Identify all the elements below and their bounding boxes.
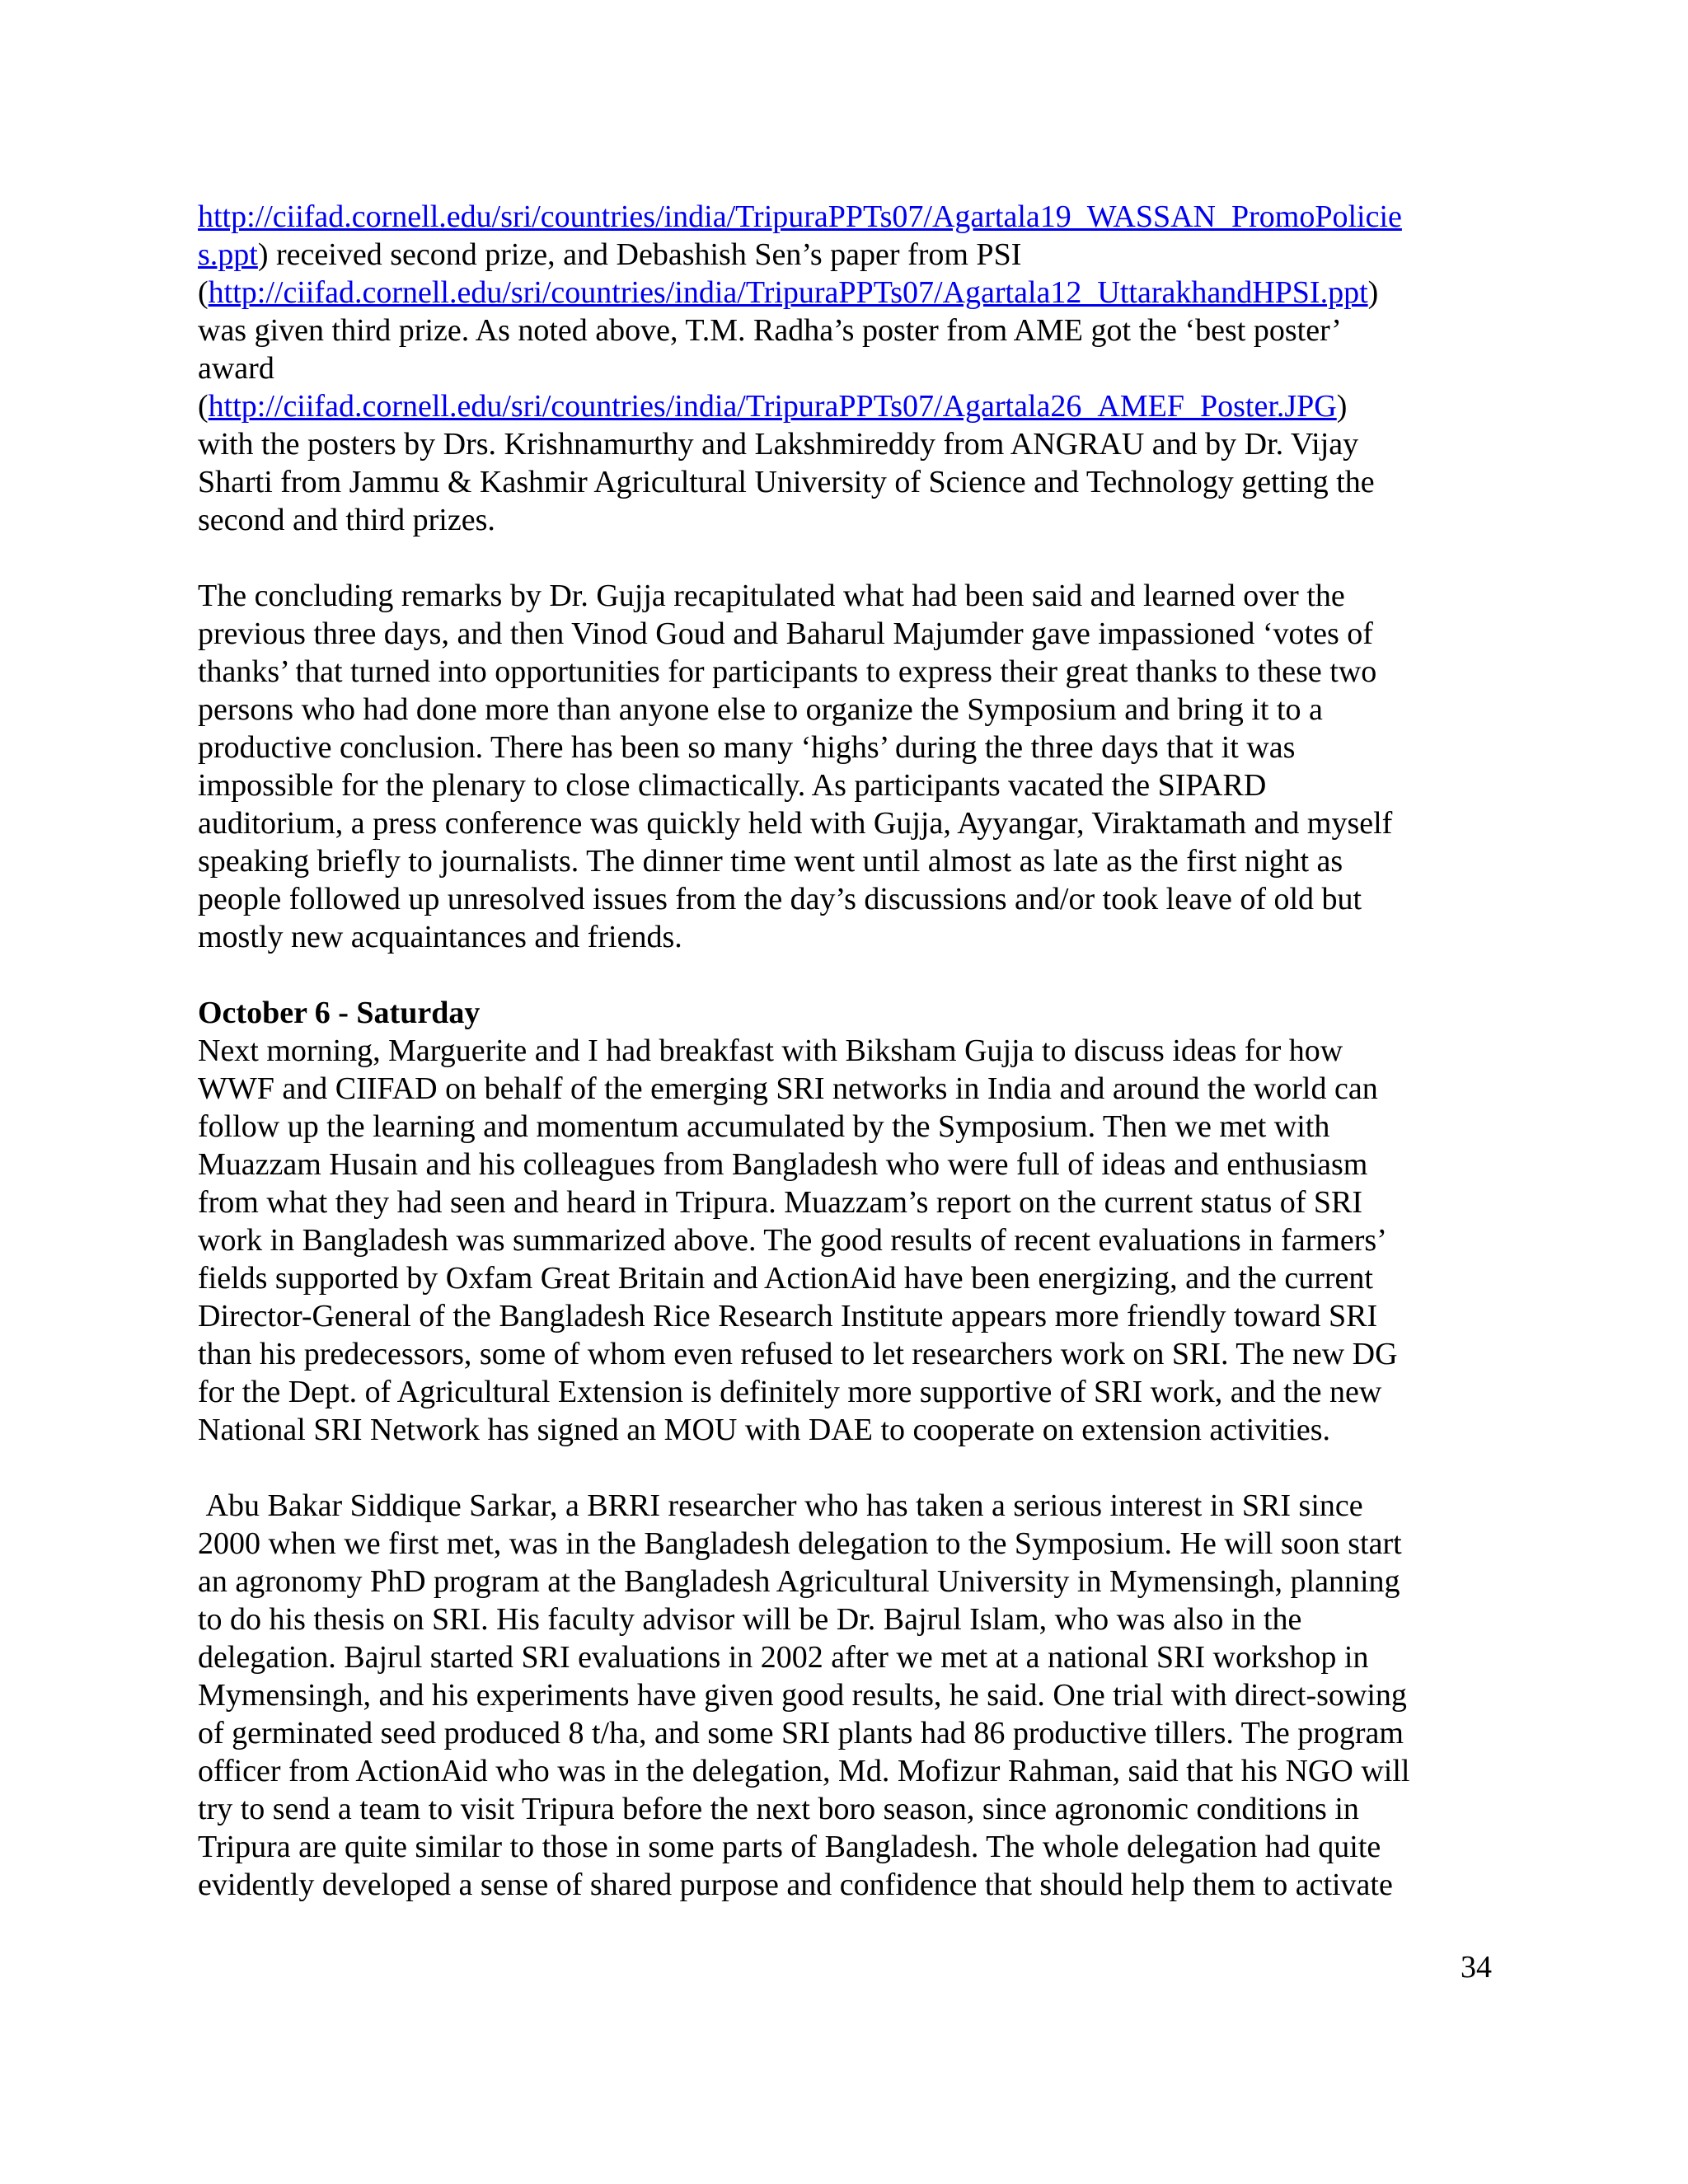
text-line: evidently developed a sense of shared purpose and confidence that should help them to activate (198, 1868, 1393, 1902)
page-body (198, 198, 1492, 1904)
text-line: than his predecessors, some of whom even refused to let researchers work on SRI. The new DG (198, 1337, 1398, 1371)
link-text[interactable]: http://ciifad.cornell.edu/sri/countries/india/TripuraPPTs07/Agartala19_WASSAN_PromoPolicie (198, 199, 1402, 234)
paragraph-concluding-remarks (198, 577, 1492, 956)
text-line: Muazzam Husain and his colleagues from Bangladesh who were full of ideas and enthusiasm (198, 1147, 1368, 1182)
text-segment: ( (198, 389, 209, 424)
text-line: officer from ActionAid who was in the delegation, Md. Mofizur Rahman, said that his NGO will (198, 1754, 1410, 1788)
text-line: impossible for the plenary to close climactically. As participants vacated the SIPARD (198, 768, 1267, 803)
link-uttarakhand-hpsi[interactable]: http://ciifad.cornell.edu/sri/countries/india/TripuraPPTs07/Agartala12_UttarakhandHPSI.ppt (208, 275, 1368, 310)
page-number: 34 (1461, 1950, 1492, 1985)
text-line: from what they had seen and heard in Tripura. Muazzam’s report on the current status of SRI (198, 1185, 1363, 1220)
text-line: of germinated seed produced 8 t/ha, and some SRI plants had 86 productive tillers. The program (198, 1716, 1404, 1750)
text-line: 2000 when we first met, was in the Bangladesh delegation to the Symposium. He will soon start (198, 1526, 1402, 1561)
paragraph-prizes (198, 198, 1492, 539)
text-segment: second and third prizes. (198, 503, 495, 537)
paragraph-breakfast-meeting (198, 1032, 1492, 1449)
text-line: previous three days, and then Vinod Goud and Baharul Majumder gave impassioned ‘votes of (198, 616, 1373, 651)
text-line: persons who had done more than anyone else to organize the Symposium and bring it to a (198, 692, 1323, 727)
text-segment: with the posters by Drs. Krishnamurthy and Lakshmireddy from ANGRAU and by Dr. Vijay (198, 427, 1359, 462)
text-line: follow up the learning and momentum accumulated by the Symposium. Then we met with (198, 1109, 1330, 1144)
text-line: auditorium, a press conference was quickly held with Gujja, Ayyangar, Viraktamath and myself (198, 806, 1393, 841)
text-line: people followed up unresolved issues from the day’s discussions and/or took leave of old but (198, 882, 1362, 916)
text-line: Mymensingh, and his experiments have given good results, he said. One trial with direct-sowing (198, 1678, 1407, 1713)
text-line: National SRI Network has signed an MOU with DAE to cooperate on extension activities. (198, 1413, 1331, 1447)
text-line: try to send a team to visit Tripura before the next boro season, since agronomic conditions in (198, 1792, 1359, 1826)
text-line: an agronomy PhD program at the Bangladesh Agricultural University in Mymensingh, planning (198, 1564, 1400, 1599)
paragraph-bangladesh-delegation (198, 1487, 1492, 1904)
text-line: for the Dept. of Agricultural Extension is definitely more supportive of SRI work, and the new (198, 1375, 1382, 1409)
text-segment: award (198, 351, 274, 386)
text-line: speaking briefly to journalists. The dinner time went until almost as late as the first night as (198, 844, 1343, 879)
text-line: WWF and CIIFAD on behalf of the emerging SRI networks in India and around the world can (198, 1071, 1378, 1106)
text-line: to do his thesis on SRI. His faculty advisor will be Dr. Bajrul Islam, who was also in the (198, 1602, 1302, 1637)
text-line: mostly new acquaintances and friends. (198, 920, 682, 954)
text-segment: ) received second prize, and Debashish Sen’s paper from PSI (257, 237, 1022, 272)
text-segment: ) (1336, 389, 1348, 424)
text-segment: ( (198, 275, 209, 310)
text-line: Tripura are quite similar to those in some parts of Bangladesh. The whole delegation had quite (198, 1830, 1381, 1864)
text-line: fields supported by Oxfam Great Britain and ActionAid have been energizing, and the current (198, 1261, 1373, 1296)
text-segment: Sharti from Jammu & Kashmir Agricultural University of Science and Technology getting the (198, 465, 1375, 499)
text-line: Director-General of the Bangladesh Rice Research Institute appears more friendly toward SRI (198, 1299, 1378, 1333)
text-line: thanks’ that turned into opportunities for participants to express their great thanks to these two (198, 654, 1377, 689)
section-heading: October 6 - Saturday (198, 996, 481, 1030)
text-line: delegation. Bajrul started SRI evaluations in 2002 after we met at a national SRI workshop in (198, 1640, 1369, 1675)
link-amef-poster[interactable]: http://ciifad.cornell.edu/sri/countries/india/TripuraPPTs07/Agartala26_AMEF_Poster.JPG (208, 389, 1337, 424)
text-line: Abu Bakar Siddique Sarkar, a BRRI researcher who has taken a serious interest in SRI since (198, 1488, 1363, 1523)
text-segment: was given third prize. As noted above, T.M. Radha’s poster from AME got the ‘best poster’ (198, 313, 1342, 348)
text-line: The concluding remarks by Dr. Gujja recapitulated what had been said and learned over the (198, 579, 1345, 613)
link-text-cont[interactable]: s.ppt (198, 237, 258, 272)
text-line: productive conclusion. There has been so many ‘highs’ during the three days that it was (198, 730, 1296, 765)
text-line: Next morning, Marguerite and I had breakfast with Biksham Gujja to discuss ideas for how (198, 1033, 1343, 1068)
text-line: work in Bangladesh was summarized above. The good results of recent evaluations in farmers’ (198, 1223, 1387, 1258)
text-segment: ) (1367, 275, 1379, 310)
